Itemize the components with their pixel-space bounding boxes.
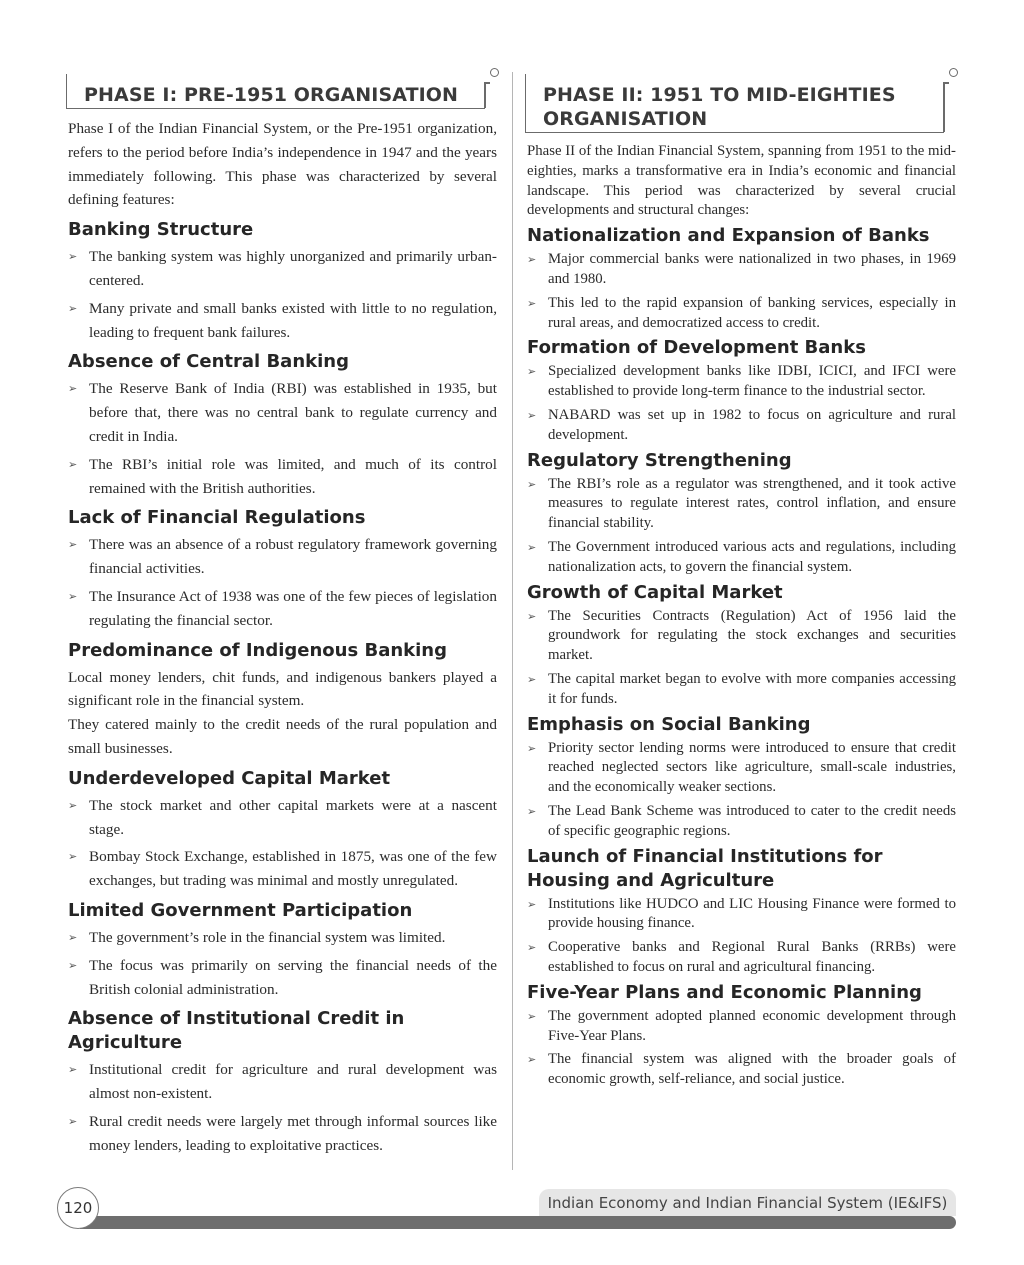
arrow-bullet-icon: ➢	[68, 798, 78, 812]
arrow-bullet-icon: ➢	[527, 408, 537, 422]
section-heading: Banking Structure	[68, 219, 254, 241]
bullet-list	[527, 607, 956, 710]
section-heading: Lack of Financial Regulations	[68, 507, 366, 529]
bullet-item	[68, 926, 497, 950]
phase-one-intro: Phase I of the Indian Financial System, or the Pre-1951 organization, refers to the period before India’s independence in 1947 and the years immediately following. This phase was characterized by several defining features:	[68, 120, 497, 209]
section-heading: Underdeveloped Capital Market	[68, 767, 391, 789]
bullet-text: The Securities Contracts (Regulation) Act of 1956 laid the groundwork for regulating the stock exchanges and securities market.	[548, 607, 956, 664]
section-heading: Regulatory Strengthening	[527, 449, 792, 471]
bullet-item	[527, 294, 956, 334]
bullet-item	[68, 245, 497, 293]
bullet-text: NABARD was set up in 1982 to focus on agriculture and rural development.	[548, 406, 956, 443]
phase-two-intro: Phase II of the Indian Financial System, spanning from 1951 to the mid-eighties, marks a transformative era in India’s economic and financial landscape. This period was characterized by several crucial developments and structural changes:	[527, 143, 956, 219]
section-heading: Nationalization and Expansion of Banks	[527, 225, 930, 247]
page-number: 120	[57, 1187, 99, 1229]
bullet-item	[527, 406, 956, 446]
bullet-text: The banking system was highly unorganized and primarily urban-centered.	[89, 248, 497, 289]
bullet-text: The Reserve Bank of India (RBI) was established in 1935, but before that, there was no central bank to regulate currency and credit in India.	[89, 380, 497, 445]
bullet-list	[68, 245, 497, 344]
bullet-item	[527, 250, 956, 290]
bullet-item	[527, 739, 956, 798]
arrow-bullet-icon: ➢	[68, 850, 78, 864]
section-paragraph: Local money lenders, chit funds, and indigenous bankers played a significant role in the financial system.	[68, 668, 497, 710]
arrow-bullet-icon: ➢	[527, 1009, 537, 1023]
bullet-text: The Insurance Act of 1938 was one of the few pieces of legislation regulating the financial sector.	[89, 587, 497, 629]
book-title: Indian Economy and Indian Financial System (IE&IFS)	[539, 1189, 956, 1216]
bullet-item	[527, 802, 956, 842]
section-heading: Five-Year Plans and Economic Planning	[527, 981, 922, 1003]
bullet-list	[527, 895, 956, 978]
section-heading: Absence of Central Banking	[68, 351, 349, 373]
bullet-text: The government adopted planned economic development through Five-Year Plans.	[548, 1007, 956, 1044]
phase-one-header	[70, 70, 497, 114]
arrow-bullet-icon: ➢	[68, 958, 78, 972]
bullet-item	[527, 1050, 956, 1090]
bullet-text: The government’s role in the financial system was limited.	[89, 928, 446, 946]
arrow-bullet-icon: ➢	[527, 672, 537, 686]
bullet-list	[68, 794, 497, 893]
arrow-bullet-icon: ➢	[527, 804, 537, 818]
phase-two-sections	[527, 224, 956, 1090]
phase-two-header	[529, 70, 956, 138]
bullet-item	[68, 585, 497, 633]
bullet-item	[68, 453, 497, 501]
section-heading: Predominance of Indigenous Banking	[68, 639, 447, 661]
bullet-text: Cooperative banks and Regional Rural Banks (RRBs) were established to focus on rural and agricultural financing.	[548, 939, 956, 975]
bullet-list	[68, 1058, 497, 1157]
bullet-item	[527, 938, 956, 978]
arrow-bullet-icon: ➢	[527, 741, 537, 755]
bullet-text: Specialized development banks like IDBI, ICICI, and IFCI were established to provide long-term finance to the industrial sector.	[548, 363, 956, 400]
arrow-bullet-icon: ➢	[527, 897, 537, 911]
section-heading: Formation of Development Banks	[527, 337, 866, 359]
column-divider	[512, 72, 513, 1170]
arrow-bullet-icon: ➢	[68, 930, 78, 944]
section-heading: Launch of Financial Institutions for Housing and Agriculture	[527, 845, 883, 891]
section-paragraph: They catered mainly to the credit needs of the rural population and small businesses.	[68, 716, 497, 757]
section-heading: Growth of Capital Market	[527, 581, 783, 603]
arrow-bullet-icon: ➢	[527, 941, 537, 955]
bullet-item	[68, 377, 497, 448]
arrow-bullet-icon: ➢	[527, 609, 537, 623]
bullet-list	[68, 926, 497, 1001]
right-column	[527, 70, 956, 1090]
bullet-text: The Government introduced various acts and regulations, including nationalization acts, to govern the financial system.	[548, 538, 956, 575]
section-heading: Limited Government Participation	[68, 899, 413, 921]
section-heading: Absence of Institutional Credit in Agriculture	[68, 1008, 405, 1054]
bullet-item	[527, 362, 956, 402]
phase-one-title: PHASE I: PRE-1951 ORGANISATION	[84, 84, 459, 106]
bullet-text: Institutions like HUDCO and LIC Housing Finance were formed to provide housing finance.	[548, 895, 956, 932]
bullet-item	[527, 475, 956, 534]
bullet-list	[527, 250, 956, 333]
bullet-text: The RBI’s role as a regulator was strengthened, and it took active measures to regulate interest rates, control inflation, and ensure financial stability.	[548, 475, 956, 532]
bullet-text: The stock market and other capital markets were at a nascent stage.	[89, 796, 497, 838]
arrow-bullet-icon: ➢	[68, 1114, 78, 1128]
bullet-item	[68, 297, 497, 345]
bullet-item	[68, 1058, 497, 1106]
bullet-item	[68, 1110, 497, 1158]
bullet-item	[527, 607, 956, 666]
arrow-bullet-icon: ➢	[68, 382, 78, 396]
phase-two-title: PHASE II: 1951 TO MID-EIGHTIES ORGANISATION	[543, 84, 896, 130]
bullet-text: This led to the rapid expansion of banking services, especially in rural areas, and democratized access to credit.	[548, 294, 956, 331]
arrow-bullet-icon: ➢	[527, 296, 537, 310]
phase-one-sections	[68, 218, 497, 1157]
arrow-bullet-icon: ➢	[68, 1063, 78, 1077]
bullet-item	[527, 1007, 956, 1047]
arrow-bullet-icon: ➢	[68, 589, 78, 603]
bullet-text: Major commercial banks were nationalized in two phases, in 1969 and 1980.	[548, 251, 956, 287]
bullet-list	[68, 377, 497, 500]
section-heading: Emphasis on Social Banking	[527, 713, 811, 735]
bullet-item	[68, 794, 497, 842]
bullet-text: The focus was primarily on serving the financial needs of the British colonial administration.	[89, 956, 497, 998]
arrow-bullet-icon: ➢	[527, 253, 537, 267]
bullet-text: Many private and small banks existed with little to no regulation, leading to frequent bank failures.	[89, 299, 497, 341]
bullet-text: The capital market began to evolve with more companies accessing it for funds.	[548, 670, 956, 707]
bullet-list	[527, 739, 956, 842]
bullet-item	[68, 533, 497, 581]
bullet-text: The financial system was aligned with the broader goals of economic growth, self-reliance, and social justice.	[548, 1051, 956, 1088]
bullet-list	[527, 475, 956, 578]
arrow-bullet-icon: ➢	[68, 301, 78, 315]
footer-bar	[80, 1216, 956, 1229]
arrow-bullet-icon: ➢	[527, 365, 537, 379]
bullet-text: Bombay Stock Exchange, established in 1875, was one of the few exchanges, but trading was minimal and mostly unregulated.	[89, 848, 497, 890]
bullet-list	[527, 362, 956, 445]
bullet-item	[527, 538, 956, 578]
bullet-list	[68, 533, 497, 632]
bullet-text: The RBI’s initial role was limited, and much of its control remained with the British authorities.	[89, 455, 497, 497]
arrow-bullet-icon: ➢	[527, 477, 537, 491]
bullet-text: Rural credit needs were largely met through informal sources like money lenders, leading to exploitative practices.	[89, 1112, 497, 1154]
bullet-text: The Lead Bank Scheme was introduced to cater to the credit needs of specific geographic regions.	[548, 802, 956, 839]
bullet-list	[527, 1007, 956, 1090]
left-column	[68, 70, 497, 1158]
bullet-item	[527, 670, 956, 710]
arrow-bullet-icon: ➢	[68, 250, 78, 264]
bullet-text: There was an absence of a robust regulatory framework governing financial activities.	[89, 536, 497, 578]
bullet-text: Priority sector lending norms were introduced to ensure that credit reached neglected sectors like agriculture, small-scale industries, and the economically weaker sections.	[548, 739, 956, 796]
bullet-item	[68, 954, 497, 1002]
arrow-bullet-icon: ➢	[68, 457, 78, 471]
arrow-bullet-icon: ➢	[68, 538, 78, 552]
bullet-item	[527, 895, 956, 935]
bullet-text: Institutional credit for agriculture and rural development was almost non-existent.	[89, 1061, 497, 1103]
bullet-item	[68, 845, 497, 893]
arrow-bullet-icon: ➢	[527, 1053, 537, 1067]
arrow-bullet-icon: ➢	[527, 540, 537, 554]
